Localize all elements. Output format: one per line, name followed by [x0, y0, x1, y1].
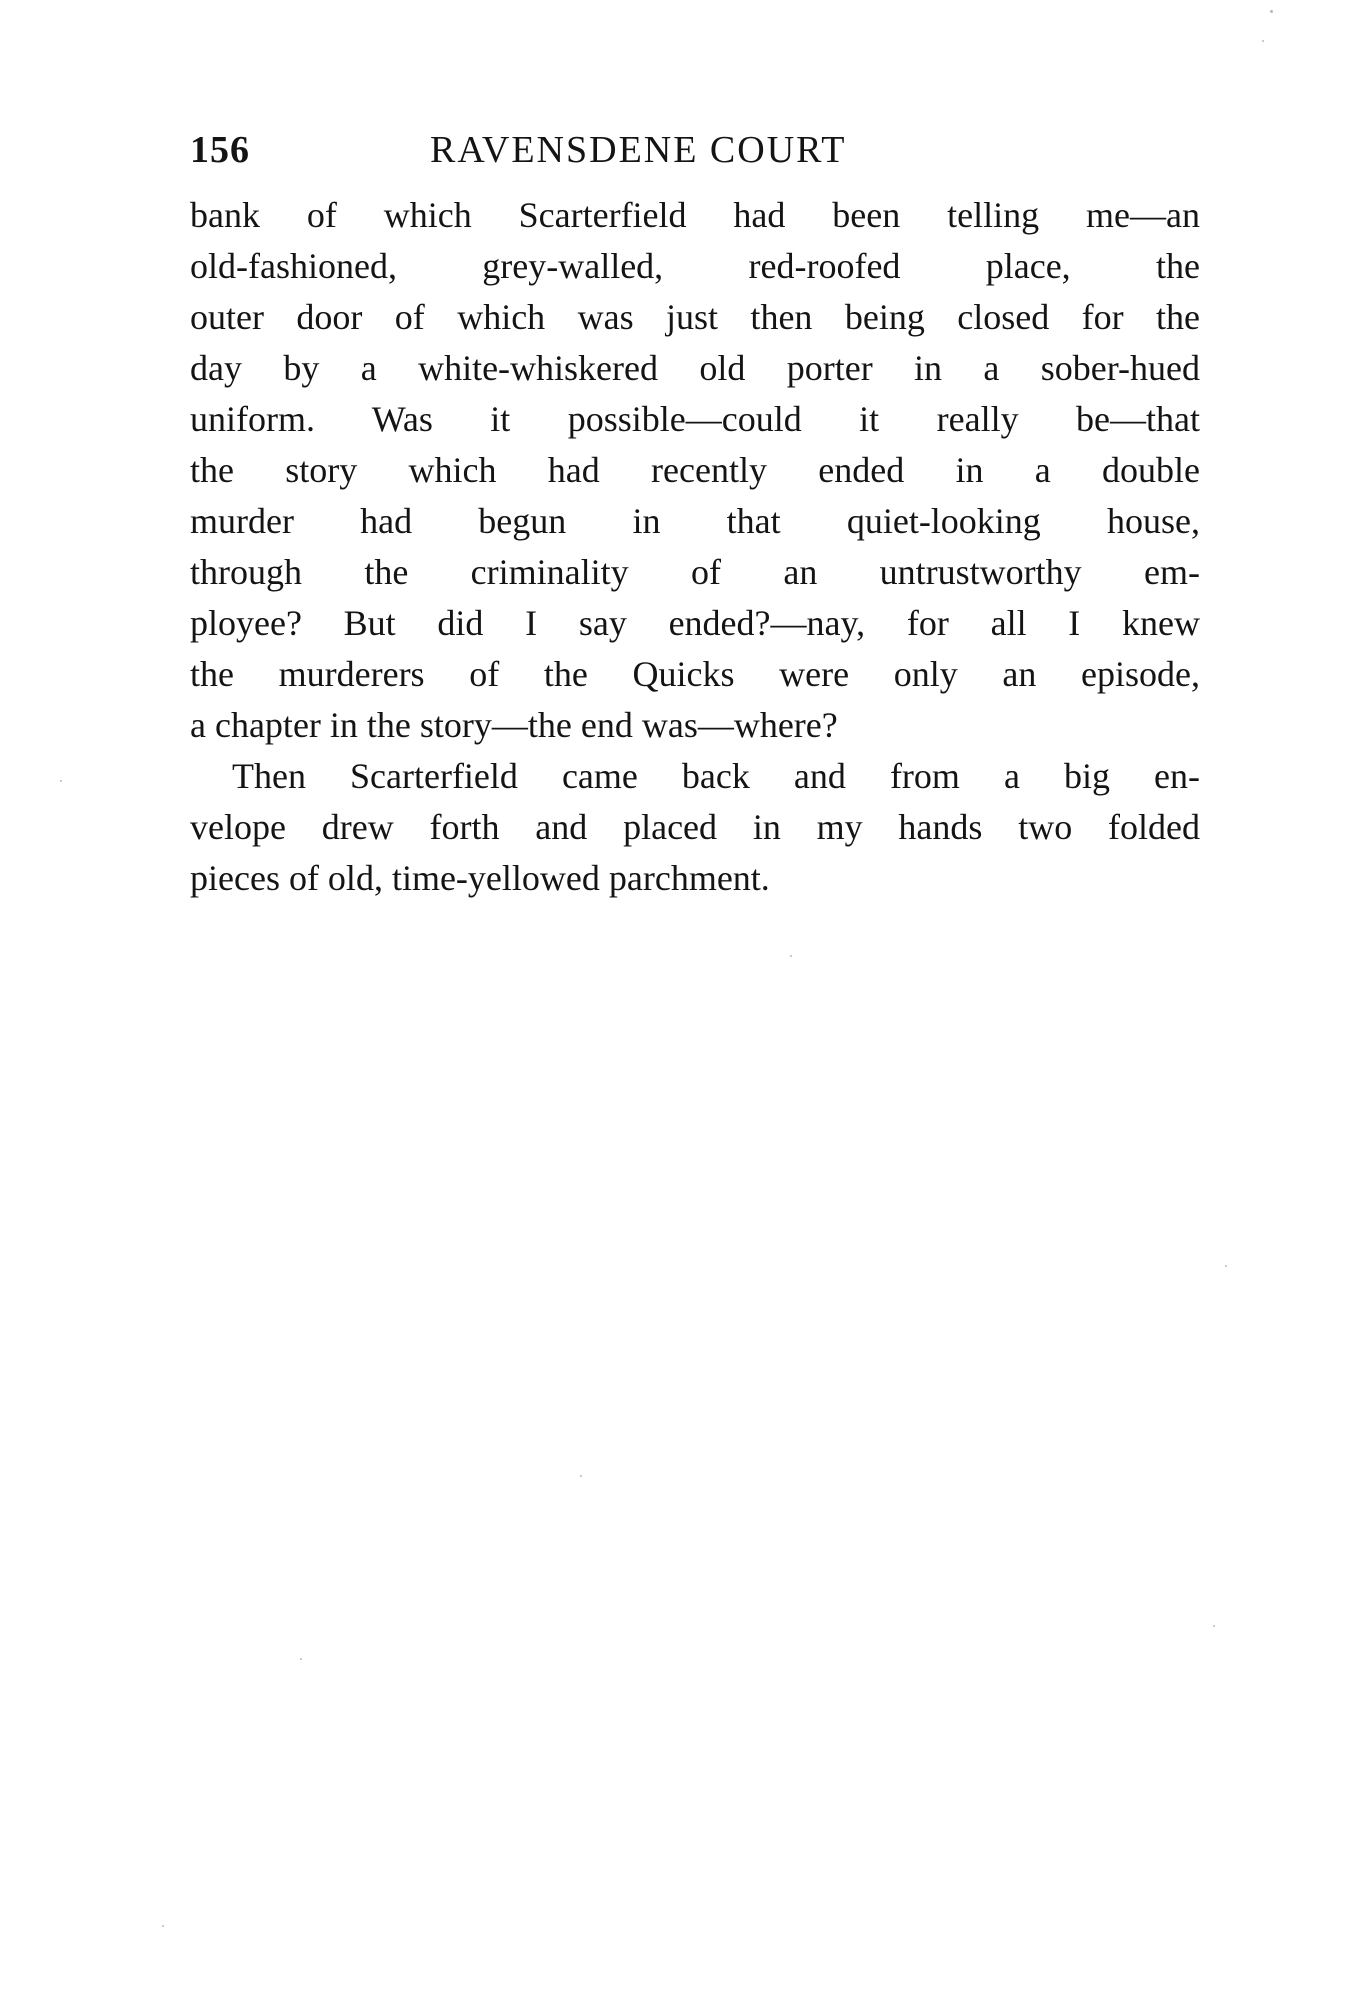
text-line: bank of which Scarterfield had been telling me—an	[190, 195, 1200, 235]
book-title: RAVENSDENE COURT	[430, 129, 847, 171]
text-line: outer door of which was just then being closed for the	[190, 297, 1200, 337]
scan-speck	[1262, 40, 1264, 42]
scan-speck	[790, 955, 792, 957]
text-line: uniform. Was it possible—could it really be—that	[190, 399, 1200, 439]
text-line: the murderers of the Quicks were only an episode,	[190, 654, 1200, 694]
text-line: ployee? But did I say ended?—nay, for all I knew	[190, 603, 1200, 643]
paragraph-end-line: pieces of old, time-yellowed parchment.	[190, 858, 770, 898]
text-line: the story which had recently ended in a double	[190, 450, 1200, 490]
scan-speck	[60, 780, 62, 782]
running-head	[190, 128, 1200, 178]
body-text	[190, 190, 1200, 904]
paragraph-end-line: a chapter in the story—the end was—where?	[190, 705, 838, 745]
text-line: through the criminality of an untrustworthy em-	[190, 552, 1200, 592]
text-line: murder had begun in that quiet-looking house,	[190, 501, 1200, 541]
text-line: old-fashioned, grey-walled, red-roofed place, the	[190, 246, 1200, 286]
text-line: day by a white-whiskered old porter in a sober-hued	[190, 348, 1200, 388]
scan-speck	[1213, 1625, 1215, 1627]
text-line: velope drew forth and placed in my hands two folded	[190, 807, 1200, 847]
scan-speck	[580, 1475, 582, 1477]
scan-speck	[162, 1925, 164, 1927]
scan-speck	[300, 1658, 302, 1660]
page-number: 156	[190, 129, 250, 171]
paragraph-start-line: Then Scarterfield came back and from a big en-	[232, 756, 1200, 796]
scan-speck	[1225, 1265, 1227, 1267]
scan-speck	[1270, 10, 1273, 13]
